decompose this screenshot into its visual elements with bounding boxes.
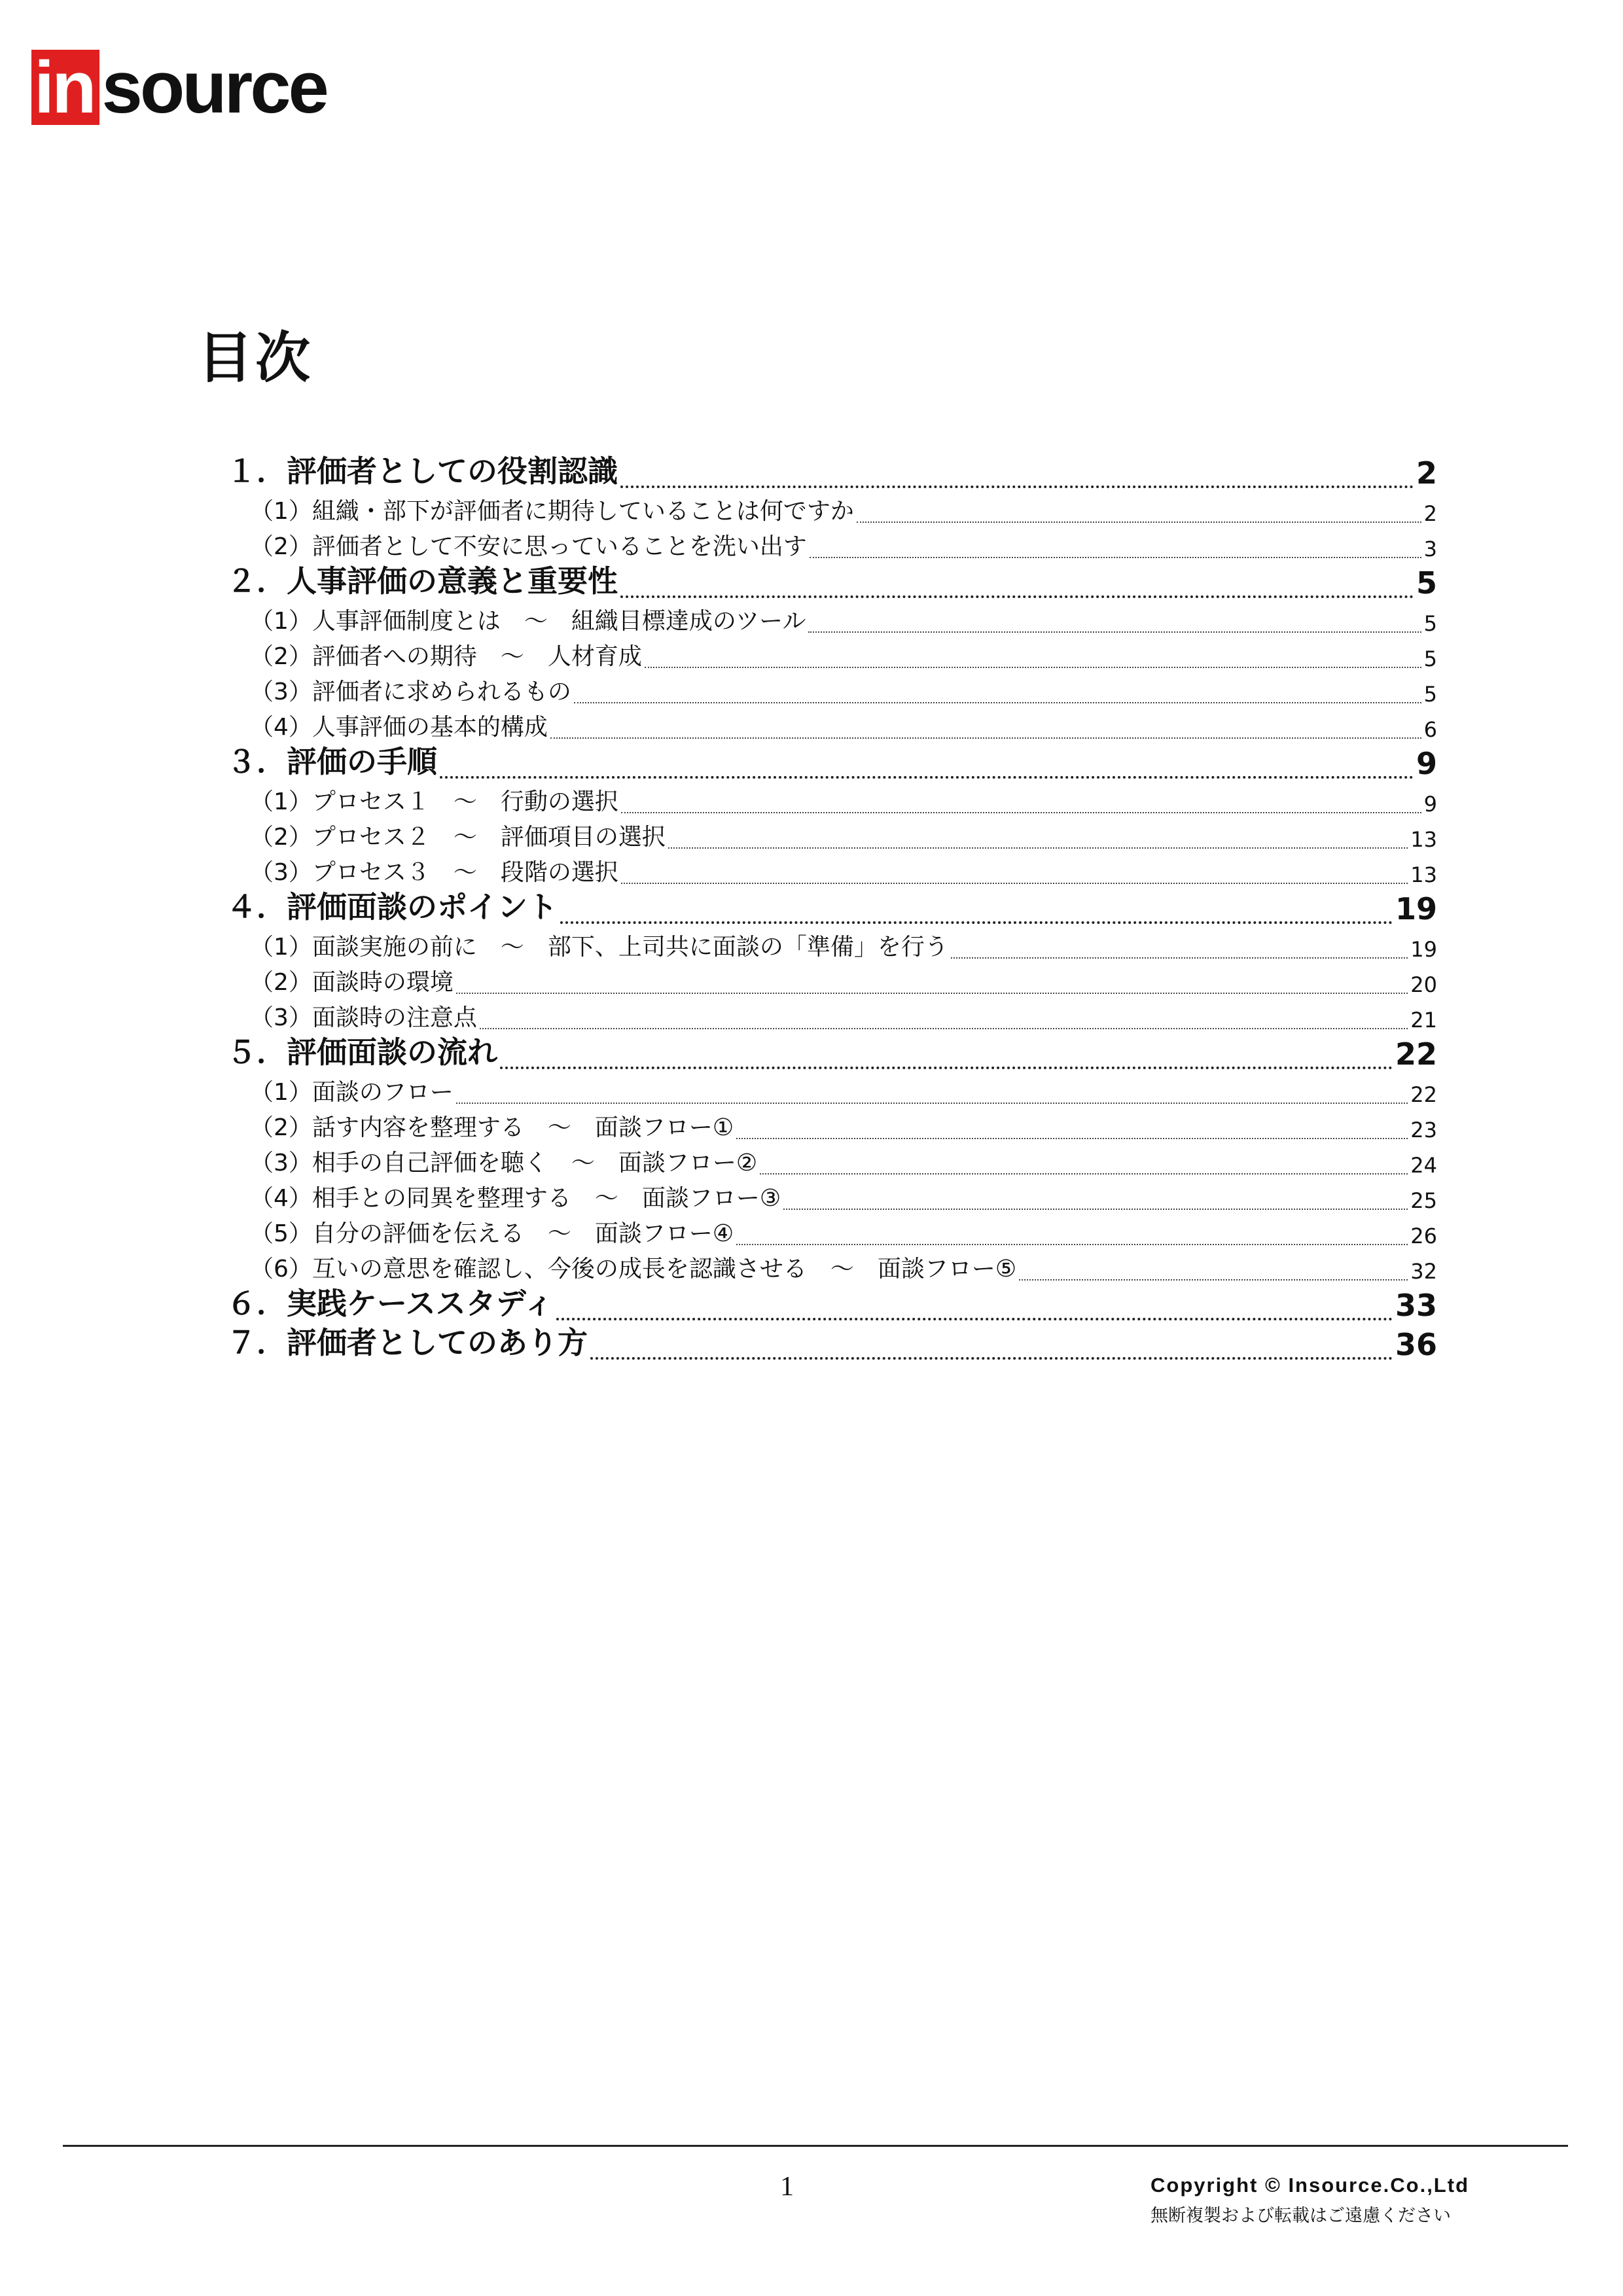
toc-section-entry[interactable] [226, 451, 1437, 491]
toc-entry-label: ５．評価面談の流れ [226, 1034, 497, 1070]
logo-prefix-box [31, 46, 99, 128]
dot-leader [668, 828, 1408, 852]
toc-entry-label: （1）人事評価制度とは ～ 組織目標達成のツール [250, 608, 806, 635]
dot-leader [760, 1154, 1408, 1178]
page-number: 1 [780, 2172, 794, 2202]
toc-page-number: 9 [1423, 792, 1437, 817]
logo-prefix: in [34, 46, 94, 128]
toc-page-number: 23 [1410, 1118, 1437, 1142]
dot-leader [480, 1009, 1408, 1033]
dot-leader [456, 1084, 1408, 1107]
toc-page-number: 33 [1395, 1288, 1437, 1323]
toc-entry-label: （2）評価者として不安に思っていることを洗い出す [250, 533, 807, 560]
toc-section [226, 1284, 1437, 1323]
toc-subsection-entry[interactable] [226, 817, 1437, 852]
toc-section [226, 1323, 1437, 1362]
toc-page-number: 13 [1410, 862, 1437, 887]
toc-subsection-entry[interactable] [226, 1248, 1437, 1284]
toc-entry-label: （5）自分の評価を伝える ～ 面談フロー④ [250, 1220, 734, 1247]
toc-page-number: 5 [1423, 682, 1437, 707]
toc-entry-label: （3）プロセス３ ～ 段階の選択 [250, 859, 618, 886]
toc-page-number: 13 [1410, 827, 1437, 852]
toc-section [226, 561, 1437, 742]
toc-entry-label: （1）プロセス１ ～ 行動の選択 [250, 788, 618, 815]
dot-leader [951, 938, 1408, 962]
dot-leader [1019, 1260, 1408, 1284]
dot-leader [620, 571, 1414, 601]
toc-page-number: 26 [1410, 1224, 1437, 1248]
toc-entry-label: ４．評価面談のポイント [226, 889, 558, 925]
toc-subsection-entry[interactable] [226, 636, 1437, 671]
toc-page-number: 2 [1423, 501, 1437, 526]
toc-subsection-entry[interactable] [226, 781, 1437, 817]
toc-page-number: 25 [1410, 1188, 1437, 1213]
toc-section-entry[interactable] [226, 1323, 1437, 1362]
toc-subsection-entry[interactable] [226, 491, 1437, 526]
toc-page-number: 5 [1416, 565, 1437, 601]
toc-entry-label: （1）面談のフロー [250, 1079, 454, 1106]
toc-entry-label: （1）面談実施の前に ～ 部下、上司共に面談の「準備」を行う [250, 934, 948, 961]
dot-leader [736, 1119, 1408, 1142]
dot-leader [590, 1332, 1393, 1362]
toc-entry-label: １．評価者としての役割認識 [226, 453, 618, 489]
toc-entry-label: （6）互いの意思を確認し、今後の成長を認識させる ～ 面談フロー⑤ [250, 1256, 1017, 1282]
dot-leader [808, 612, 1421, 636]
toc-page-number: 3 [1423, 537, 1437, 561]
toc-section-entry[interactable] [226, 887, 1437, 927]
dot-leader [574, 683, 1421, 707]
dot-leader [550, 718, 1421, 742]
toc-entry-label: （3）評価者に求められるもの [250, 679, 571, 705]
toc-page-number: 9 [1416, 746, 1437, 781]
toc-entry-label: ２．人事評価の意義と重要性 [226, 563, 618, 599]
toc-page-number: 5 [1423, 611, 1437, 636]
toc-page-number: 24 [1410, 1153, 1437, 1178]
toc-subsection-entry[interactable] [226, 526, 1437, 561]
toc-page-number: 19 [1395, 891, 1437, 927]
toc-section [226, 742, 1437, 887]
toc-section [226, 451, 1437, 561]
footer-divider [63, 2145, 1568, 2147]
dot-leader [621, 864, 1408, 887]
toc-subsection-entry[interactable] [226, 601, 1437, 636]
dot-leader [621, 793, 1421, 817]
toc-entry-label: ３．評価の手順 [226, 744, 437, 779]
toc-entry-label: （2）面談時の環境 [250, 969, 454, 996]
toc-subsection-entry[interactable] [226, 997, 1437, 1033]
toc-subsection-entry[interactable] [226, 1213, 1437, 1248]
dot-leader [645, 648, 1421, 671]
toc-page-number: 2 [1416, 455, 1437, 491]
toc-page-number: 5 [1423, 646, 1437, 671]
page-title: 目次 [198, 326, 313, 390]
table-of-contents [226, 451, 1437, 1362]
toc-entry-label: （2）評価者への期待 ～ 人材育成 [250, 643, 642, 670]
dot-leader [736, 1225, 1408, 1248]
toc-entry-label: （4）人事評価の基本的構成 [250, 714, 548, 741]
dot-leader [560, 896, 1393, 927]
toc-subsection-entry[interactable] [226, 927, 1437, 962]
dot-leader [456, 974, 1408, 997]
toc-subsection-entry[interactable] [226, 1142, 1437, 1178]
toc-page-number: 22 [1410, 1082, 1437, 1107]
dot-leader [857, 503, 1421, 526]
toc-section-entry[interactable] [226, 1033, 1437, 1072]
toc-entry-label: （3）相手の自己評価を聴く ～ 面談フロー② [250, 1150, 758, 1176]
dot-leader [440, 751, 1414, 781]
toc-page-number: 22 [1395, 1036, 1437, 1072]
toc-entry-label: （2）プロセス２ ～ 評価項目の選択 [250, 824, 666, 851]
toc-subsection-entry[interactable] [226, 1107, 1437, 1142]
toc-entry-label: ６．実践ケーススタディ [226, 1286, 554, 1321]
dot-leader [783, 1190, 1408, 1213]
toc-subsection-entry[interactable] [226, 1178, 1437, 1213]
toc-subsection-entry[interactable] [226, 671, 1437, 707]
toc-entry-label: （4）相手との同異を整理する ～ 面談フロー③ [250, 1185, 781, 1212]
dot-leader [620, 461, 1414, 491]
toc-subsection-entry[interactable] [226, 1072, 1437, 1107]
toc-section-entry[interactable] [226, 561, 1437, 601]
toc-page-number: 21 [1410, 1008, 1437, 1033]
dot-leader [556, 1293, 1393, 1323]
toc-section-entry[interactable] [226, 1284, 1437, 1323]
toc-page-number: 36 [1395, 1327, 1437, 1362]
copyright-text: Copyright © Insource.Co.,Ltd [1150, 2174, 1470, 2197]
toc-page-number: 19 [1410, 937, 1437, 962]
insource-logo [31, 46, 327, 128]
toc-section [226, 1033, 1437, 1284]
reproduction-notice: 無断複製および転載はご遠慮ください [1150, 2206, 1451, 2226]
toc-subsection-entry[interactable] [226, 707, 1437, 742]
logo-suffix: source [101, 46, 327, 128]
toc-page-number: 32 [1410, 1259, 1437, 1284]
toc-page-number: 20 [1410, 972, 1437, 997]
toc-subsection-entry[interactable] [226, 852, 1437, 887]
toc-page-number: 6 [1423, 717, 1437, 742]
toc-subsection-entry[interactable] [226, 962, 1437, 997]
toc-section-entry[interactable] [226, 742, 1437, 781]
toc-section [226, 887, 1437, 1033]
dot-leader [500, 1042, 1393, 1072]
toc-entry-label: （3）面談時の注意点 [250, 1004, 477, 1031]
toc-entry-label: （2）話す内容を整理する ～ 面談フロー① [250, 1114, 734, 1141]
toc-entry-label: （1）組織・部下が評価者に期待していることは何ですか [250, 498, 854, 525]
toc-entry-label: ７．評価者としてのあり方 [226, 1325, 588, 1360]
dot-leader [810, 538, 1421, 561]
